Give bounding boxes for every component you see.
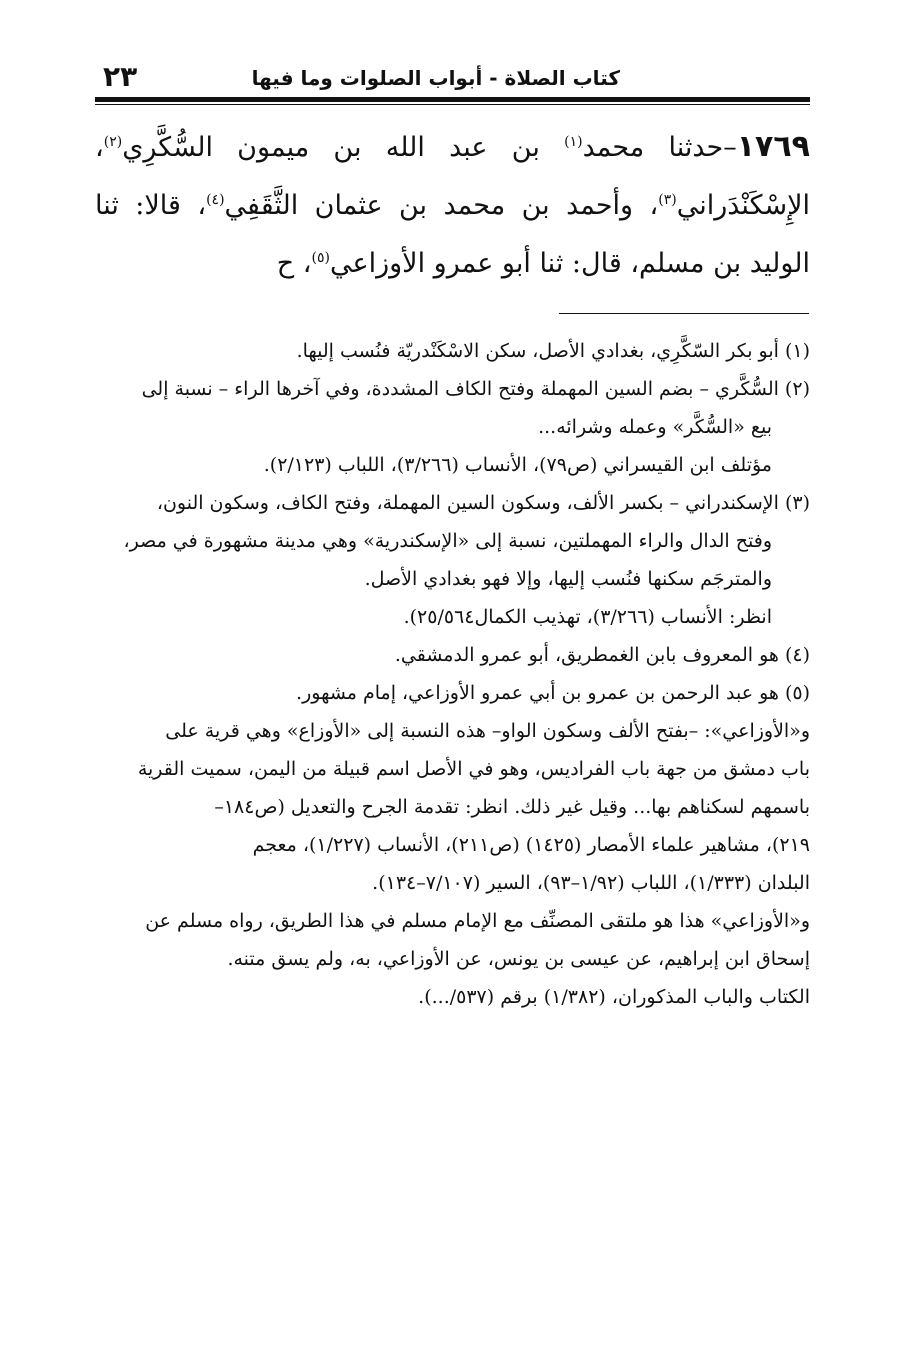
- footnote-line: (٤) هو المعروف بابن الغمطريق، أبو عمرو الدمشقي.: [394, 644, 810, 666]
- footnote-line: (٥) هو عبد الرحمن بن عمرو بن أبي عمرو الأوزاعي، إمام مشهور.: [296, 682, 810, 704]
- footnote-line: إسحاق ابن إبراهيم، عن عيسى بن يونس، عن الأوزاعي، به، ولم يسق متنه.: [227, 948, 810, 970]
- footnote-line: (٣) الإسكندراني – بكسر الألف، وسكون السين المهملة، وفتح الكاف، وسكون النون،: [156, 492, 810, 514]
- footnote-ref: (٤): [206, 192, 225, 208]
- hadith-text-segment: بن عبد الله بن ميمون السُّكَّرِي: [122, 132, 565, 163]
- hadith-text-segment: ، وأحمد بن محمد بن عثمان الثَّقَفِي: [224, 190, 659, 221]
- footnote-line: بيع «السُّكَّر» وعمله وشرائه...: [538, 416, 772, 438]
- footnotes: [95, 332, 810, 1016]
- footnote-line: والمترجَم سكنها فنُسب إليها، وإلا فهو بغدادي الأصل.: [364, 568, 772, 590]
- footnote-line: مؤتلف ابن القيسراني (ص٧٩)، الأنساب (٣/٢٦٦)، اللباب (٢/١٢٣).: [263, 454, 772, 476]
- footnote-line: ٢١٩)، مشاهير علماء الأمصار (١٤٢٥) (ص٢١١)، الأنساب (١/٢٢٧)، معجم: [252, 834, 810, 856]
- hadith-text-segment: –حدثنا محمد: [582, 132, 737, 163]
- hadith-number: ١٧٦٩: [736, 129, 810, 164]
- footnote-line: البلدان (١/٣٣٣)، اللباب (١/٩٢–٩٣)، السير (٧/١٠٧–١٣٤).: [372, 872, 810, 894]
- page-number: ٢٣: [103, 60, 138, 93]
- footnote-line: وفتح الدال والراء المهملتين، نسبة إلى «الإسكندرية» وهي مدينة مشهورة في مصر،: [123, 530, 772, 552]
- hadith-text-segment: ،: [95, 132, 104, 163]
- footnote-line: (١) أبو بكر السّكَّرِي، بغدادي الأصل، سكن الاسْكَنْدريّة فنُسب إليها.: [296, 340, 810, 362]
- hadith-text-segment: ، قالا: ثنا الوليد بن: [95, 190, 810, 279]
- footnote-separator: [559, 313, 809, 314]
- footnote-line: (٢) السُّكَّري – بضم السين المهملة وفتح الكاف المشددة، وفي آخرها الراء – نسبة إلى: [141, 378, 810, 400]
- footnote-ref: (٢): [103, 134, 123, 150]
- hadith-text-segment: الإِسْكَنْدَراني: [676, 190, 810, 221]
- running-title: كتاب الصلاة - أبواب الصلوات وما فيها: [251, 66, 620, 90]
- footnote-line: باب دمشق من جهة باب الفراديس، وهو في الأصل اسم قبيلة من اليمن، سميت القرية: [137, 758, 810, 780]
- footnote-line: و«الأوزاعي» هذا هو ملتقى المصنِّف مع الإمام مسلم في هذا الطريق، رواه مسلم عن: [145, 910, 810, 932]
- hadith-text-segment: مسلم، قال: ثنا أبو عمرو الأوزاعي: [329, 248, 705, 279]
- header-rule-thick: [95, 97, 810, 102]
- footnote-ref: (١): [564, 134, 583, 150]
- hadith-text-segment: ، ح: [276, 248, 312, 279]
- footnote-line: باسمهم لسكناهم بها... وقيل غير ذلك. انظر: تقدمة الجرح والتعديل (ص١٨٤–: [214, 796, 810, 818]
- page-header: [95, 60, 810, 98]
- header-rule-thin: [95, 104, 810, 105]
- hadith-text: [95, 118, 810, 293]
- footnote-ref: (٣): [658, 192, 677, 208]
- footnote-ref: (٥): [311, 250, 330, 266]
- footnote-line: و«الأوزاعي»: –بفتح الألف وسكون الواو– هذه النسبة إلى «الأوزاع» وهي قرية على: [165, 720, 810, 742]
- footnote-line: الكتاب والباب المذكوران، (١/٣٨٢) برقم (٥٣٧/...).: [418, 986, 810, 1008]
- footnote-line: انظر: الأنساب (٣/٢٦٦)، تهذيب الكمال٢٥/٥٦٤).: [403, 606, 772, 628]
